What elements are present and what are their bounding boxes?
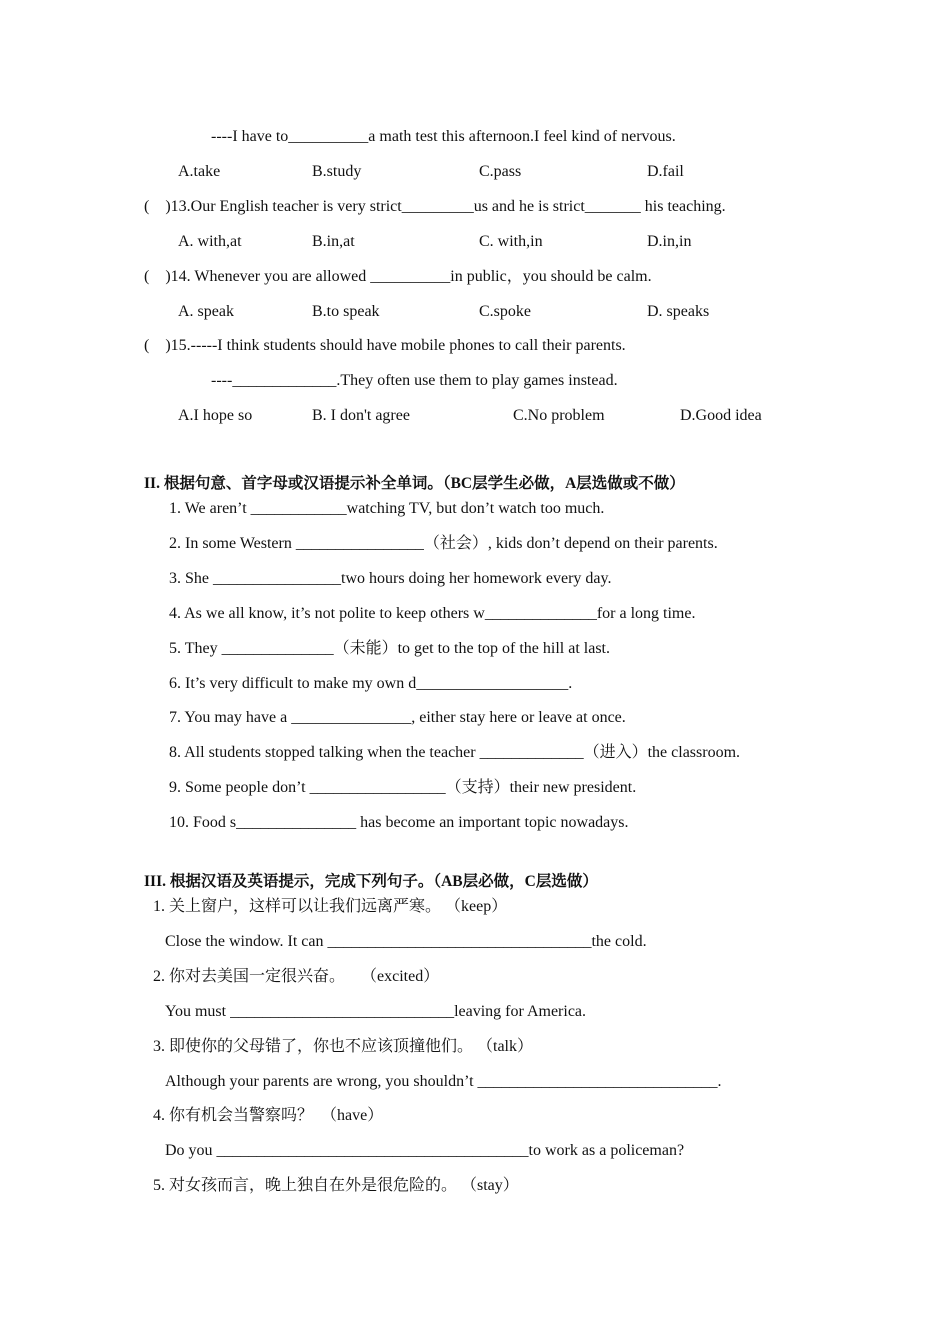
section-2-item-3: 3. She ________________two hours doing her homework every day. [169,570,612,587]
q15-line2: ----_____________.They often use them to play games instead. [211,372,618,389]
section-3-item-3-en: Although your parents are wrong, you shouldn’t ______________________________. [165,1073,722,1090]
q15-option-c: C.No problem [513,407,605,424]
section-3-item-4-en: Do you _______________________________________to work as a policeman? [165,1142,685,1159]
section-3-item-2-en: You must ____________________________leaving for America. [165,1003,587,1020]
section-3-item-1-en: Close the window. It can _________________________________the cold. [165,933,647,950]
q13-option-a: A. with,at [178,233,242,250]
q12-option-d: D.fail [647,163,684,180]
q15-option-a: A.I hope so [178,407,253,424]
q13-stem: ( )13.Our English teacher is very strict_________us and he is strict_______ his teaching. [144,198,726,215]
q15-stem: ( )15.-----I think students should have mobile phones to call their parents. [144,337,626,354]
q13-option-c: C. with,in [479,233,543,250]
section-3-item-1-cn: 1. 关上窗户，这样可以让我们远离严寒。 （keep） [153,898,508,915]
section-3-item-5-cn: 5. 对女孩而言，晚上独自在外是很危险的。 （stay） [153,1177,519,1194]
q12-option-a: A.take [178,163,221,180]
q13-option-b: B.in,at [312,233,355,250]
section-2-item-2: 2. In some Western ________________（社会）, kids don’t depend on their parents. [169,535,718,552]
section-3-item-2-cn: 2. 你对去美国一定很兴奋。 （excited） [153,968,440,985]
section-3-heading: III. 根据汉语及英语提示，完成下列句子。（AB层必做，C层选做） [144,873,598,890]
section-2-item-6: 6. It’s very difficult to make my own d___________________. [169,675,573,692]
q12-option-c: C.pass [479,163,522,180]
q12-line2: ----I have to__________a math test this afternoon.I feel kind of nervous. [211,128,676,145]
q12-option-b: B.study [312,163,362,180]
section-2-item-1: 1. We aren’t ____________watching TV, but don’t watch too much. [169,500,605,517]
q14-option-b: B.to speak [312,303,380,320]
q14-option-c: C.spoke [479,303,531,320]
q15-option-b: B. I don't agree [312,407,410,424]
q14-option-d: D. speaks [647,303,710,320]
section-2-item-9: 9. Some people don’t _________________（支持）their new president. [169,779,637,796]
section-3-item-4-cn: 4. 你有机会当警察吗？ （have） [153,1107,384,1124]
q13-option-d: D.in,in [647,233,692,250]
section-2-heading: II. 根据句意、首字母或汉语提示补全单词。（BC层学生必做，A层选做或不做） [144,475,685,492]
q14-stem: ( )14. Whenever you are allowed __________in public，you should be calm. [144,268,652,285]
section-2-item-5: 5. They ______________（未能）to get to the top of the hill at last. [169,640,610,657]
section-2-item-8: 8. All students stopped talking when the teacher _____________（进入）the classroom. [169,744,741,761]
section-3-item-3-cn: 3. 即使你的父母错了，你也不应该顶撞他们。 （talk） [153,1038,533,1055]
section-2-item-4: 4. As we all know, it’s not polite to keep others w______________for a long time. [169,605,696,622]
section-2-item-10: 10. Food s_______________ has become an important topic nowadays. [169,814,629,831]
q15-option-d: D.Good idea [680,407,762,424]
q14-option-a: A. speak [178,303,234,320]
section-2-item-7: 7. You may have a _______________, either stay here or leave at once. [169,709,626,726]
